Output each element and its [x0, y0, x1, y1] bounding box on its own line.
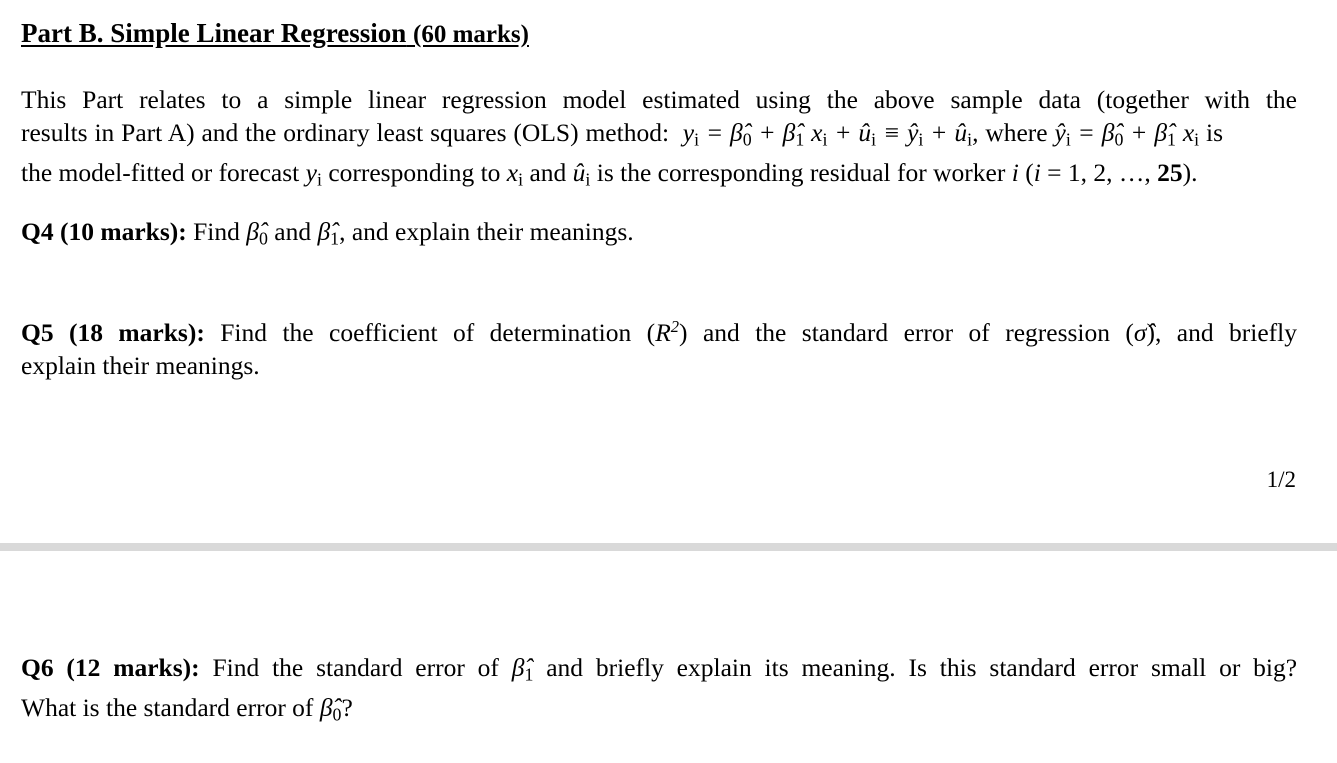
intro-line-3-e: = 1, 2, …,: [1047, 158, 1151, 188]
q6-text-a: Find the standard error of: [212, 653, 499, 682]
q5-line-2: explain their meanings.: [21, 351, 260, 381]
q4-text-c: , and explain their meanings.: [339, 217, 634, 246]
intro-where: where: [985, 118, 1048, 147]
part-heading-marks: (60 marks): [413, 21, 529, 48]
beta1-hat: $\betâ_1$: [317, 217, 340, 249]
fitted-equation: $ŷ_i$ = $\betâ_0$ + $\betâ_1$ $x_i$: [1054, 118, 1200, 150]
question-4: [21, 215, 1297, 255]
q6-line-2: [21, 691, 1297, 731]
q5-text-a: Find the coefficient of determination (: [220, 318, 656, 348]
math-ui-hat: $û_i$: [572, 158, 591, 190]
intro-line-3-d: is the corresponding residual for worker: [596, 158, 1006, 188]
q4-text-b: and: [274, 217, 312, 246]
r-squared: $R^2$: [655, 317, 680, 348]
intro-paragraph: [21, 83, 1297, 197]
sigma-hat: σ̂: [1133, 318, 1147, 348]
page-separator: [0, 543, 1337, 551]
part-heading-title: Part B. Simple Linear Regression: [21, 18, 407, 48]
q6-line-2-a: What is the standard error of: [21, 693, 314, 723]
question-5: [21, 310, 1297, 382]
intro-line-3-end: ).: [1182, 158, 1198, 188]
intro-line-2-end: is: [1206, 118, 1224, 147]
math-i: i: [1011, 158, 1019, 188]
intro-line-3-c: and: [529, 158, 567, 188]
page-number: 1/2: [1266, 467, 1296, 492]
question-6: [21, 651, 1297, 732]
sample-size: 25: [1157, 158, 1183, 188]
q6-beta0-hat: $\betâ_0$: [319, 693, 342, 725]
document-page-2: [0, 551, 1337, 763]
q5-line-1: [21, 310, 1297, 349]
intro-line-3-a: the model-fitted or forecast: [21, 158, 300, 188]
math-xi: $x_i$: [506, 158, 524, 190]
math-i-2: i: [1033, 158, 1041, 188]
q6-label: Q6 (12 marks):: [21, 653, 200, 682]
model-equation: $y_i$ = $\betâ_0$ + $\betâ_1$ $x_i$ + $û_i$ ≡ $ŷ_i$ + $û_i$,: [675, 118, 979, 150]
math-yi: $y_i$: [305, 158, 322, 190]
intro-line-1: This Part relates to a simple linear regression model estimated using the above sample data (together with the: [21, 85, 1297, 114]
q4-label: Q4 (10 marks):: [21, 217, 187, 246]
q6-text-b: and briefly explain its meaning. Is this standard error small or big?: [546, 653, 1298, 682]
q6-line-2-b: ?: [341, 693, 353, 723]
q6-line-1: [21, 651, 1297, 691]
q6-beta1-hat: $\betâ_1$: [511, 653, 534, 685]
q5-label: Q5 (18 marks):: [21, 318, 205, 348]
part-heading: [21, 18, 529, 49]
intro-line-2: [21, 116, 1297, 156]
q5-text-c: ), and briefly: [1146, 318, 1297, 348]
q5-text-b: ) and the standard error of regression (: [679, 318, 1134, 348]
intro-line-3: the model-fitted or forecast $y_i$ corresponding to $x_i$ and $û_i$ is the corresponding residual for worker i (i = 1, 2, …, 25).: [21, 158, 1198, 190]
intro-line-3-b: corresponding to: [328, 158, 501, 188]
intro-line-2-text: results in Part A) and the ordinary least squares (OLS) method:: [21, 118, 670, 147]
beta0-hat: $\betâ_0$: [246, 217, 268, 249]
q4-text-a: Find: [193, 217, 240, 246]
